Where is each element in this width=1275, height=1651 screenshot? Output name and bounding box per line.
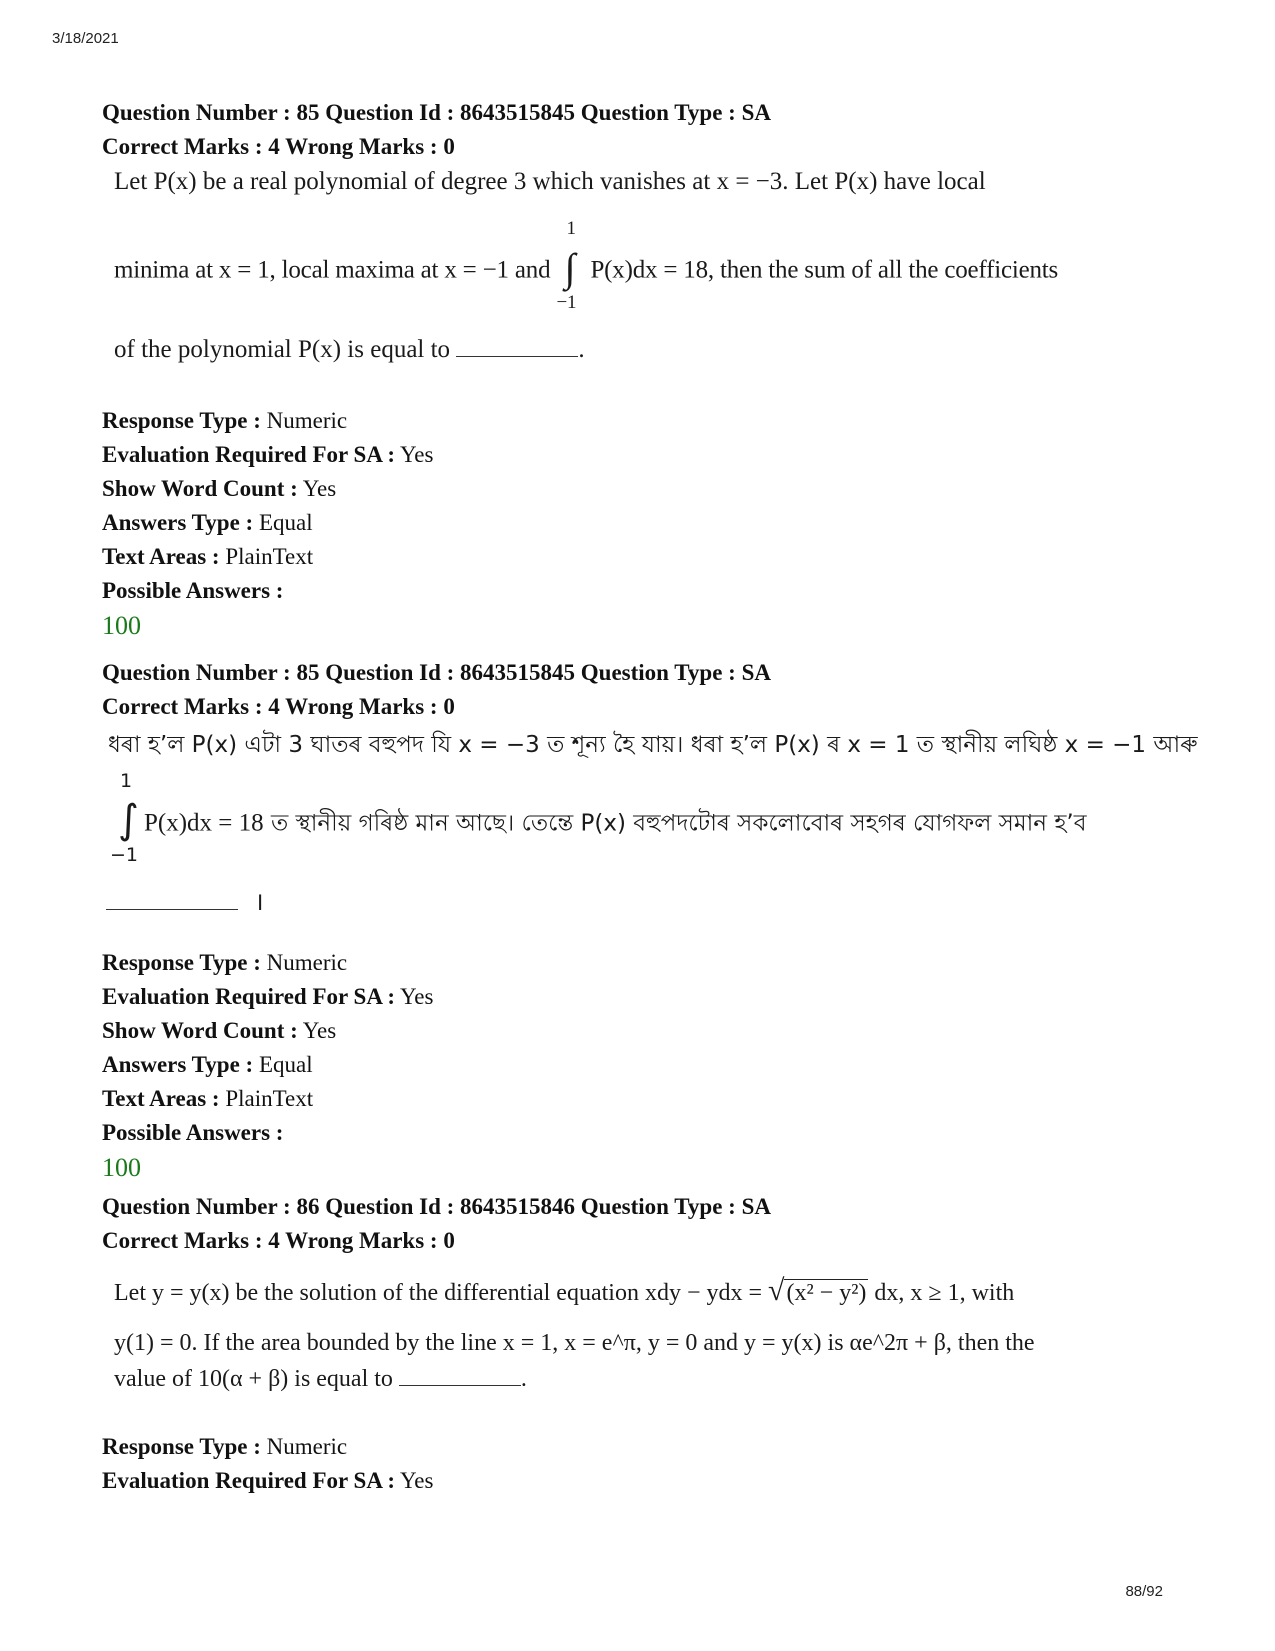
integral-upper-limit: 1: [120, 770, 133, 792]
page-number: 88/92: [1125, 1583, 1163, 1600]
punctuation: .: [578, 336, 585, 363]
question-text-segment: y(1) = 0. If the area bounded by the line x = 1, x = e^π, y = 0 and y = y(x) is αe^2π + β, then the: [114, 1330, 1035, 1356]
answer-blank: [106, 909, 238, 910]
question-heading: Question Number : 85 Question Id : 8643515845 Question Type : SA: [102, 100, 771, 125]
question-text: [102, 724, 1198, 946]
sqrt-symbol: √: [768, 1274, 785, 1307]
possible-answer-value: 100: [102, 611, 141, 640]
possible-answers-label: Possible Answers :: [102, 1120, 284, 1145]
response-type: Response Type : Numeric: [102, 950, 348, 975]
question-text-line: [114, 336, 585, 364]
text-areas: Text Areas : PlainText: [102, 1086, 314, 1111]
answer-blank: [456, 356, 578, 357]
question-text-line: [114, 1366, 527, 1393]
evaluation-required: Evaluation Required For SA : Yes: [102, 1468, 434, 1493]
question-block-2: [102, 656, 1198, 1186]
text-areas: Text Areas : PlainText: [102, 544, 314, 569]
question-text-line: [114, 1330, 1035, 1357]
possible-answers-label: Possible Answers :: [102, 578, 284, 603]
evaluation-required: Evaluation Required For SA : Yes: [102, 442, 434, 467]
question-text-segment: Let y = y(x) be the solution of the differential equation xdy − ydx =: [114, 1280, 763, 1306]
integral-upper-limit: 1: [566, 218, 576, 239]
possible-answer-value: 100: [102, 1153, 141, 1182]
response-type: Response Type : Numeric: [102, 1434, 348, 1459]
question-text-line: [114, 218, 1059, 313]
question-text-segment: value of 10(α + β) is equal to: [114, 1366, 393, 1392]
integral-lower-limit: −1: [556, 292, 577, 313]
print-date: 3/18/2021: [52, 30, 119, 47]
question-marks: Correct Marks : 4 Wrong Marks : 0: [102, 694, 455, 719]
answer-blank: [399, 1385, 521, 1386]
punctuation: .: [520, 1366, 527, 1392]
question-text-line: [110, 770, 1087, 866]
question-text: [102, 1258, 1182, 1430]
question-marks: Correct Marks : 4 Wrong Marks : 0: [102, 1228, 455, 1253]
question-text-segment: ত স্থানীয় গৰিষ্ঠ মান আছে। তেন্তে P(x) বহুপদটোৰ সকলোবোৰ সহগৰ যোগফল সমান হ’ব: [270, 810, 1087, 837]
question-text-segment: dx, x ≥ 1, with: [874, 1280, 1015, 1306]
question-heading: Question Number : 85 Question Id : 8643515845 Question Type : SA: [102, 660, 771, 685]
question-marks: Correct Marks : 4 Wrong Marks : 0: [102, 134, 455, 159]
integral-symbol: ∫: [564, 245, 576, 290]
question-text-line: [114, 1274, 1014, 1308]
integral-lower-limit: −1: [110, 844, 139, 866]
question-text: [102, 164, 1182, 404]
show-word-count: Show Word Count : Yes: [102, 1018, 337, 1043]
response-type: Response Type : Numeric: [102, 408, 348, 433]
radicand: (x² − y²): [786, 1280, 867, 1306]
question-text-line: [106, 884, 264, 918]
punctuation: ।: [254, 889, 264, 916]
question-block-3: [102, 1190, 1182, 1498]
question-text-segment: Let P(x) be a real polynomial of degree 3 which vanishes at x = −3. Let P(x) have local: [114, 168, 986, 195]
question-heading: Question Number : 86 Question Id : 8643515846 Question Type : SA: [102, 1194, 771, 1219]
integral-expression: P(x)dx = 18: [144, 809, 264, 837]
show-word-count: Show Word Count : Yes: [102, 476, 337, 501]
question-block-1: [102, 96, 1182, 644]
answers-type: Answers Type : Equal: [102, 510, 313, 535]
question-text-segment: , then the sum of all the coefficients: [707, 256, 1059, 284]
evaluation-required: Evaluation Required For SA : Yes: [102, 984, 434, 1009]
question-text-segment: of the polynomial P(x) is equal to: [114, 336, 451, 363]
question-text-segment: minima at x = 1, local maxima at x = −1 and: [114, 256, 551, 284]
question-text-line: [114, 168, 1188, 196]
integral-symbol: ∫: [118, 797, 139, 843]
answers-type: Answers Type : Equal: [102, 1052, 313, 1077]
question-text-segment: ধৰা হ’ল P(x) এটা 3 ঘাতৰ বহুপদ যি x = −3 ত শূন্য হৈ যায়। ধৰা হ’ল P(x) ৰ x = 1 ত স্থানীয় লঘিষ্ঠ x = −1 আৰু: [108, 732, 1198, 758]
integral-expression: P(x)dx = 18: [590, 256, 708, 284]
integral-sign: [556, 218, 590, 313]
question-text-line: [108, 726, 1198, 765]
integral-sign: [110, 770, 144, 866]
